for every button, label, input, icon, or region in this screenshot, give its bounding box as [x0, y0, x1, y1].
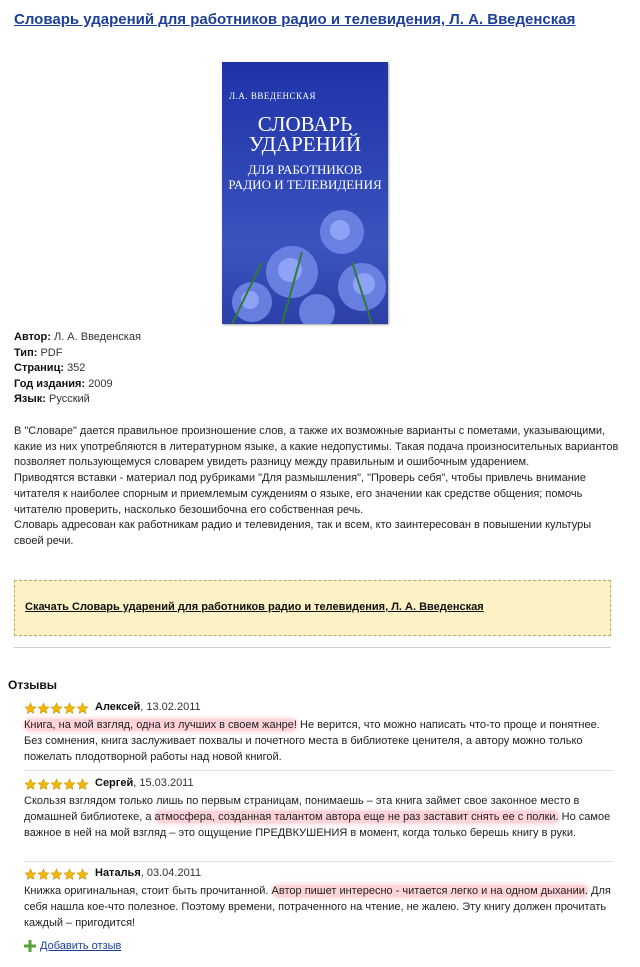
review-item — [24, 700, 614, 765]
star-icon — [37, 868, 50, 881]
add-review[interactable] — [24, 940, 121, 952]
cover-title-line-2: УДАРЕНИЙ — [248, 132, 362, 156]
review-date: , 15.03.2011 — [133, 777, 194, 790]
rating-stars — [24, 868, 89, 881]
book-cover-image — [222, 62, 388, 324]
review-separator — [24, 770, 614, 771]
review-text-after: Для себя нашла кое-что полезное. Поэтому времени, потраченного на чтение, не жалею. Эту книгу должен прочитать каждый – пригодится! — [24, 885, 611, 929]
reviews-heading: Отзывы — [8, 678, 58, 692]
review-highlight: Книга, на мой взгляд, одна из лучших в своем жанре! — [24, 719, 297, 731]
book-details — [14, 330, 614, 408]
detail-label: Автор: — [14, 331, 51, 343]
detail-label: Тип: — [14, 346, 38, 359]
review-text — [24, 794, 614, 841]
review-date: , 03.04.2011 — [140, 867, 202, 880]
review-text-rest: Не верится, что можно написать что-то проще и понятнее. Без сомнения, книга заслуживает похвалы и почетного места в библиотеке ценителя, а автору можно только пожелать плодотворной работы над новой книгой. — [24, 719, 600, 763]
plus-icon — [24, 940, 36, 952]
rating-stars — [24, 778, 89, 791]
detail-label: Язык: — [14, 393, 46, 405]
review-separator — [24, 861, 614, 862]
review-text — [24, 718, 614, 765]
star-icon — [50, 702, 63, 715]
detail-label: Год издания: — [14, 377, 86, 390]
star-icon — [50, 778, 63, 791]
star-icon — [63, 702, 76, 715]
review-item — [24, 866, 614, 931]
detail-type — [14, 346, 614, 362]
reviewer-name: Сергей — [95, 777, 134, 790]
review-highlight: Автор пишет интересно - читается легко и на одном дыхании. — [271, 885, 588, 897]
review-text — [24, 884, 614, 931]
page-title[interactable]: Словарь ударений для работников радио и телевидения, Л. А. Введенская — [14, 11, 576, 28]
description-paragraph: В "Словаре" дается правильное произношение слов, а также их возможные варианты с пометами, указывающими, какие из них употребляются в литературном языке, а какие недопустимы. Такая подача произносительных вариантов позволяет пользующемуся словарем увидеть разницу между правильным и ошибочным ударением. — [14, 425, 619, 469]
description-paragraph: Приводятся вставки - материал под рубриками "Для размышления", "Проверь себя", чтобы привлечь внимание читателя к наиболее спорным и приемлемым суждениям о языке, его значении как средстве общения; помочь читателю проверить, насколько безошибочна его собственная речь. — [14, 472, 587, 516]
rating-stars — [24, 702, 89, 715]
star-icon — [24, 778, 37, 791]
star-icon — [76, 868, 89, 881]
detail-pages — [14, 361, 614, 377]
divider — [14, 647, 611, 648]
download-box — [14, 580, 611, 636]
review-text-before: Скользя взглядом только лишь по первым страницам, понимаешь – эта книга займет свое законное место в домашней библиотеке, а — [24, 795, 580, 823]
cover-title-line-1: СЛОВАРЬ — [257, 112, 353, 136]
review-text-before: Книжка оригинальная, стоит быть прочитанной. — [24, 885, 272, 897]
review-item — [24, 776, 614, 841]
star-icon — [24, 702, 37, 715]
add-review-link[interactable]: Добавить отзыв — [40, 940, 122, 952]
detail-year — [14, 377, 614, 393]
detail-value: 2009 — [88, 377, 113, 390]
star-icon — [63, 868, 76, 881]
review-highlight: атмосфера, созданная талантом автора еще не раз заставит снять ее с полки. — [154, 810, 559, 823]
cornflower-illustration — [222, 192, 388, 324]
star-icon — [50, 868, 63, 881]
detail-value: Русский — [49, 393, 90, 405]
book-description — [14, 424, 620, 550]
cover-author: Л.А. ВВЕДЕНСКАЯ — [229, 91, 317, 101]
review-text-after: Но самое важное в ней на мой взгляд – это ощущение ПРЕДВКУШЕНИЯ в момент, когда только берешь книгу в руки. — [24, 810, 611, 839]
detail-label: Страниц: — [14, 362, 64, 374]
star-icon — [76, 702, 89, 715]
star-icon — [37, 778, 50, 791]
reviewer-name: Наталья — [95, 867, 141, 880]
detail-value: Л. А. Введенская — [53, 331, 141, 343]
star-icon — [24, 868, 37, 881]
reviewer-name: Алексей — [95, 701, 141, 714]
review-date: , 13.02.2011 — [140, 701, 201, 714]
detail-author — [14, 330, 614, 346]
cover-subtitle-line-1: ДЛЯ РАБОТНИКОВ — [247, 162, 363, 177]
detail-language — [14, 392, 614, 408]
download-link[interactable]: Скачать Словарь ударений для работников радио и телевидения, Л. А. Введенская — [25, 601, 484, 613]
cover-subtitle-line-2: РАДИО И ТЕЛЕВИДЕНИЯ — [228, 177, 382, 192]
detail-value: 352 — [67, 362, 86, 374]
star-icon — [76, 778, 89, 791]
star-icon — [37, 702, 50, 715]
description-paragraph: Словарь адресован как работникам радио и телевидения, так и всем, кто заинтересован в повышении культуры своей речи. — [14, 519, 592, 547]
detail-value: PDF — [40, 346, 63, 359]
star-icon — [63, 778, 76, 791]
